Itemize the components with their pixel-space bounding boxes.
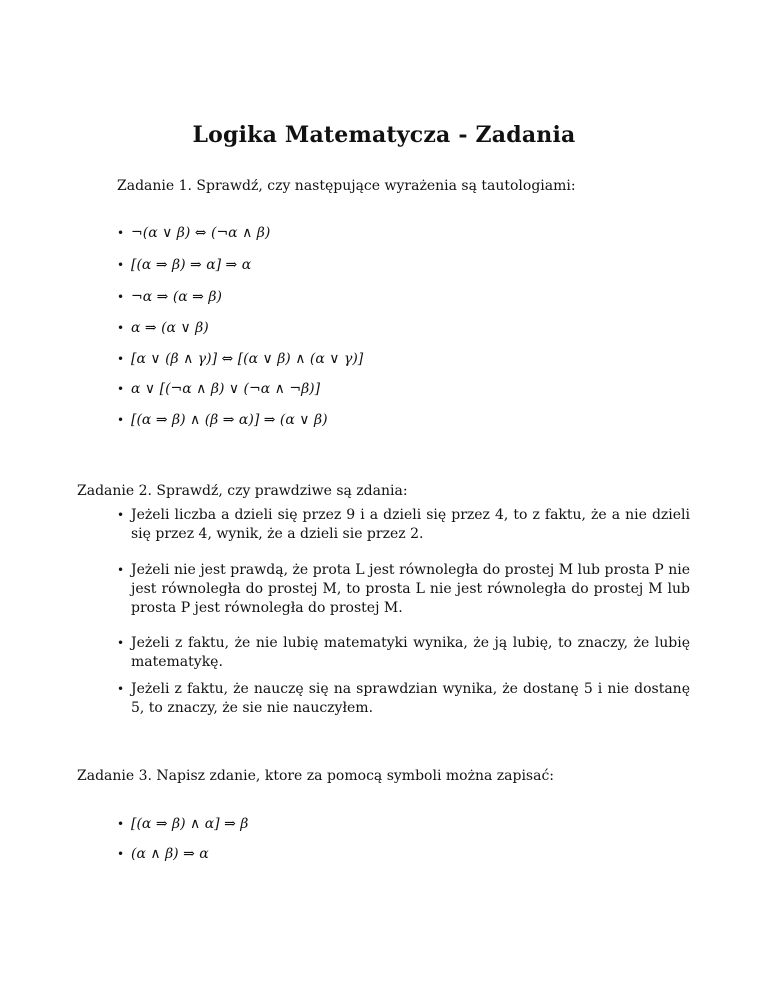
bullet-icon: •: [117, 847, 125, 861]
bullet-icon: •: [117, 636, 125, 650]
task1-item-1: • ¬(α ∨ β) ⇔ (¬α ∧ β): [117, 225, 271, 241]
bullet-icon: •: [117, 290, 125, 304]
task1-item-5: • [α ∨ (β ∧ γ)] ⇔ [(α ∨ β) ∧ (α ∨ γ)]: [117, 351, 364, 367]
document-title: Logika Matematycza - Zadania: [192, 122, 576, 148]
bullet-icon: •: [117, 508, 125, 522]
task2-item-3: • Jeżeli z faktu, że nie lubię matematyki wynika, że ją lubię, to znaczy, że lubię matematykę.: [117, 635, 690, 670]
bullet-icon: •: [117, 563, 125, 577]
bullet-icon: •: [117, 382, 125, 396]
task1-item-3: • ¬α ⇒ (α ⇒ β): [117, 289, 222, 305]
task1-item-7: • [(α ⇒ β) ∧ (β ⇒ α)] ⇒ (α ∨ β): [117, 412, 328, 428]
task3-intro: Zadanie 3. Napisz zdanie, ktore za pomocą symboli można zapisać:: [77, 768, 555, 784]
task2-item-2: • Jeżeli nie jest prawdą, że prota L jest równoległa do prostej M lub prosta P nie jest równoległa do prostej M, to prosta L nie jest równoległa do prostej M lub prosta P jest równoległa do prostej M.: [117, 562, 690, 616]
bullet-icon: •: [117, 352, 125, 366]
task3-item-2: • (α ∧ β) ⇒ α: [117, 846, 209, 862]
bullet-icon: •: [117, 226, 125, 240]
task2-item-1: • Jeżeli liczba a dzieli się przez 9 i a dzieli się przez 4, to z faktu, że a nie dzieli się przez 4, wynik, że a dzieli sie przez 2.: [117, 507, 690, 542]
task3-item-1: • [(α ⇒ β) ∧ α] ⇒ β: [117, 816, 249, 832]
bullet-icon: •: [117, 258, 125, 272]
task1-item-2: • [(α ⇒ β) ⇒ α] ⇒ α: [117, 257, 252, 273]
bullet-icon: •: [117, 321, 125, 335]
bullet-icon: •: [117, 682, 125, 696]
task2-item-4: • Jeżeli z faktu, że nauczę się na sprawdzian wynika, że dostanę 5 i nie dostanę 5, to znaczy, że sie nie nauczyłem.: [117, 681, 690, 716]
task1-item-6: • α ∨ [(¬α ∧ β) ∨ (¬α ∧ ¬β)]: [117, 381, 321, 397]
task1-item-4: • α ⇒ (α ∨ β): [117, 320, 209, 336]
task2-intro: Zadanie 2. Sprawdź, czy prawdziwe są zdania:: [77, 483, 408, 499]
bullet-icon: •: [117, 817, 125, 831]
bullet-icon: •: [117, 413, 125, 427]
task1-intro: Zadanie 1. Sprawdź, czy następujące wyrażenia są tautologiami:: [117, 178, 576, 194]
